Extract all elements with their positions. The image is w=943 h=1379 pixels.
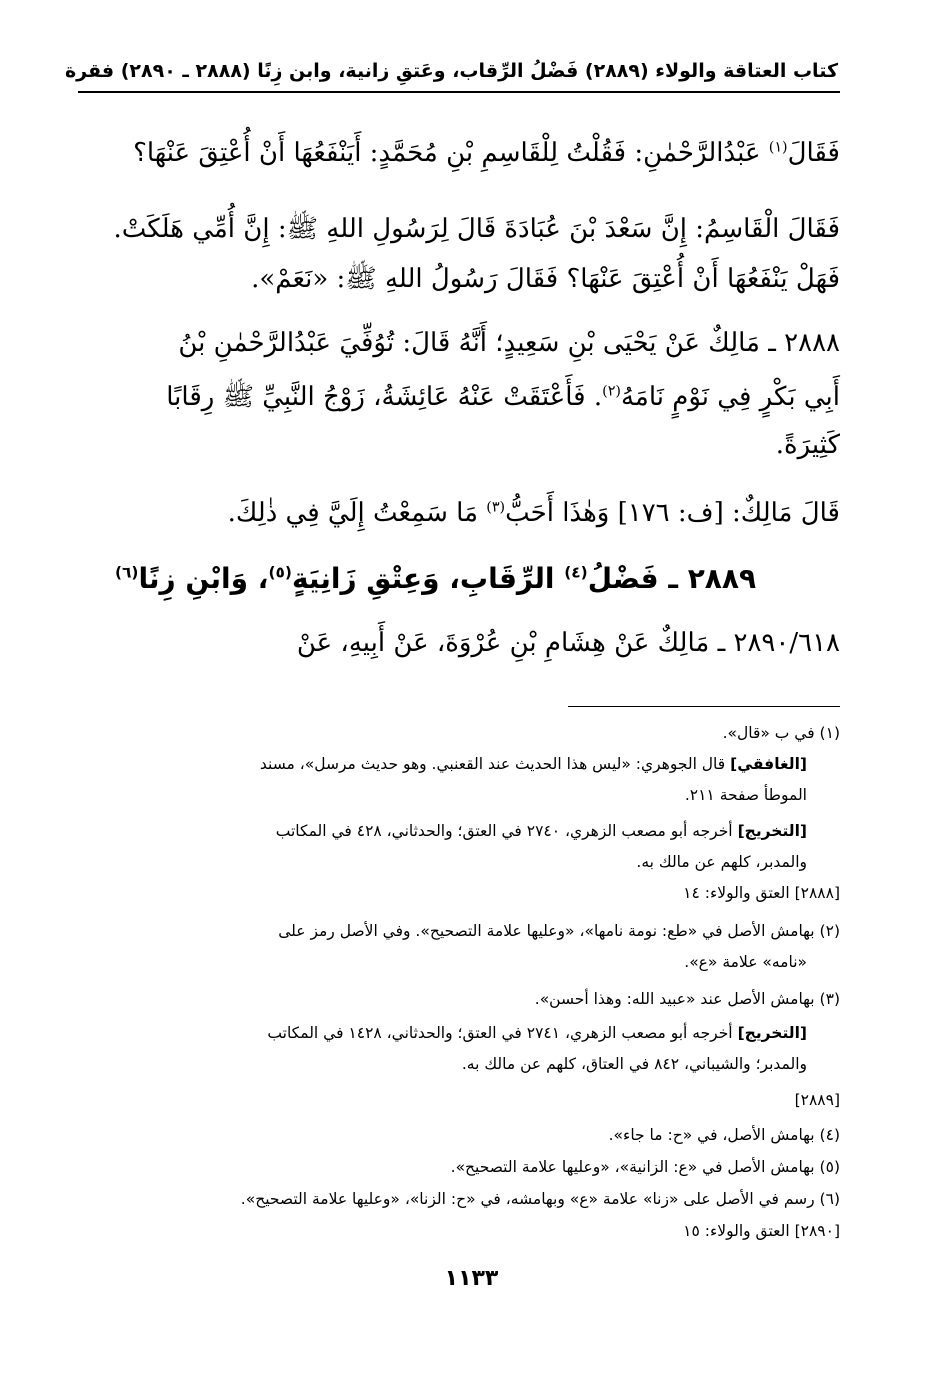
footnote-ref-2[interactable]: (٢) bbox=[602, 383, 621, 400]
text-span: مَا سَمِعْتُ إِلَيَّ فِي ذٰلِكَ. bbox=[227, 498, 478, 528]
footnote-3-takhrij bbox=[78, 1024, 807, 1042]
footnote-ref-1[interactable]: (١) bbox=[768, 139, 788, 156]
text-span: أخرجه أبو مصعب الزهري، ٢٧٤١ في العتق؛ والحدثاني، ١٤٢٨ في المكاتب bbox=[267, 1024, 733, 1042]
footnote-1-takhrij-cont: والمدبر، كلهم عن مالك به. bbox=[636, 853, 807, 871]
text-span: قَالَ مَالِكٌ: [ف: ١٧٦] وَهٰذَا أَحَبُّ bbox=[505, 498, 840, 528]
text-span: ٢٨٨٩ ـ فَضْلُ bbox=[587, 562, 757, 595]
footnote-2-cont: «نامه» علامة «ع». bbox=[684, 953, 807, 971]
text-span: عَبْدُالرَّحْمٰنِ: فَقُلْتُ لِلْقَاسِمِ بْنِ مُحَمَّدٍ: أَيَنْفَعُهَا أَنْ أُعْتِقَ عَنْهَا؟ bbox=[133, 138, 761, 168]
text-span: ، وَابْنِ زِنًا bbox=[138, 562, 269, 595]
footnote-1: (١) في ب «قال». bbox=[722, 724, 840, 742]
text-span: أخرجه أبو مصعب الزهري، ٢٧٤٠ في العتق؛ والحدثاني، ٤٢٨ في المكاتب bbox=[275, 822, 733, 840]
paragraph-saad-line2: فَهَلْ يَنْفَعُهَا أَنْ أُعْتِقَ عَنْهَا؟ فَقَالَ رَسُولُ اللهِ ﷺ: «نَعَمْ». bbox=[251, 264, 840, 294]
takhrij-label: [التخريج] bbox=[737, 822, 807, 840]
running-header: كتاب العتاقة والولاء (٢٨٨٩) فَضْلُ الرِّقاب، وعَتقِ زانية، وابن زِنًا (٢٨٨٨ ـ ٢٨٩٠) فقرة bbox=[64, 60, 838, 82]
footnote-3: (٣) بهامش الأصل عند «عبيد الله: وهذا أحسن». bbox=[534, 990, 840, 1008]
footnote-1-ghafiqi bbox=[78, 755, 807, 773]
ghafiqi-label: [الغافقي] bbox=[730, 755, 807, 773]
malik-comment bbox=[78, 498, 840, 528]
footnote-5: (٥) بهامش الأصل في «ع: الزانية»، «وعليها علامة التصحيح». bbox=[450, 1158, 840, 1176]
paragraph-saad-line1: فَقَالَ الْقَاسِمُ: إِنَّ سَعْدَ بْنَ عُبَادَةَ قَالَ لِرَسُولِ اللهِ ﷺ: إِنَّ أُمِّي هَلَكَتْ. bbox=[113, 214, 840, 244]
hadith-2890-line1: ٢٨٩٠/٦١٨ ـ مَالِكٌ عَنْ هِشَامِ بْنِ عُرْوَةَ، عَنْ أَبِيهِ، عَنْ bbox=[296, 628, 840, 658]
footnote-ref-6[interactable]: (٦) bbox=[114, 563, 139, 582]
footnote-6: (٦) رسم في الأصل على «زنا» علامة «ع» وبهامشه، في «ح: الزنا»، «وعليها علامة التصحيح». bbox=[240, 1190, 840, 1208]
hadith-2888-line3: كَثِيرَةً. bbox=[775, 430, 840, 460]
footnote-ref-5[interactable]: (٥) bbox=[268, 563, 292, 582]
chapter-heading-2889 bbox=[78, 562, 793, 595]
hadith-2888-line1: ٢٨٨٨ ـ مَالِكٌ عَنْ يَحْيَى بْنِ سَعِيدٍ؛ أَنَّهُ قَالَ: تُوُفِّيَ عَبْدُالرَّحْمٰنِ بْنُ bbox=[178, 328, 840, 358]
footnote-1-ghafiqi-cont: الموطأ صفحة ٢١١. bbox=[684, 786, 807, 804]
footnote-2: (٢) بهامش الأصل في «طع: نومة نامها»، «وعليها علامة التصحيح». وفي الأصل رمز على bbox=[278, 922, 840, 940]
text-span: قال الجوهري: «ليس هذا الحديث عند القعنبي. وهو حديث مرسل»، مسند bbox=[259, 755, 726, 773]
footnote-1-takhrij bbox=[78, 822, 807, 840]
takhrij-label: [التخريج] bbox=[737, 1024, 807, 1042]
footnote-separator bbox=[568, 706, 840, 707]
text-span: الرِّقَابِ، وَعِتْقِ زَانِيَةٍ bbox=[291, 562, 555, 595]
text-span: فَقَالَ bbox=[787, 138, 840, 168]
header-rule bbox=[78, 91, 840, 93]
footnote-ref-3[interactable]: (٣) bbox=[486, 499, 506, 516]
footnote-ref-4[interactable]: (٤) bbox=[564, 563, 588, 582]
footnote-3-ref: [٢٨٨٩] bbox=[794, 1091, 840, 1109]
hadith-2888-line2 bbox=[78, 380, 840, 418]
footnote-3-takhrij-cont: والمدبر؛ والشيباني، ٨٤٢ في العتاق، كلهم عن مالك به. bbox=[461, 1055, 807, 1073]
footnote-6-ref: [٢٨٩٠] العتق والولاء: ١٥ bbox=[683, 1222, 840, 1240]
footnote-1-ref: [٢٨٨٨] العتق والولاء: ١٤ bbox=[683, 884, 840, 902]
footnote-4: (٤) بهامش الأصل، في «ح: ما جاء». bbox=[608, 1126, 840, 1144]
page-number: ١١٣٣ bbox=[444, 1266, 499, 1291]
text-span: أَبِي بَكْرٍ فِي نَوْمٍ نَامَهُ bbox=[620, 382, 840, 412]
paragraph-qasim-question bbox=[78, 138, 840, 168]
text-span: . فَأَعْتَقَتْ عَنْهُ عَائِشَةُ، زَوْجُ النَّبِيِّ ﷺ رِقَابًا bbox=[166, 382, 603, 412]
